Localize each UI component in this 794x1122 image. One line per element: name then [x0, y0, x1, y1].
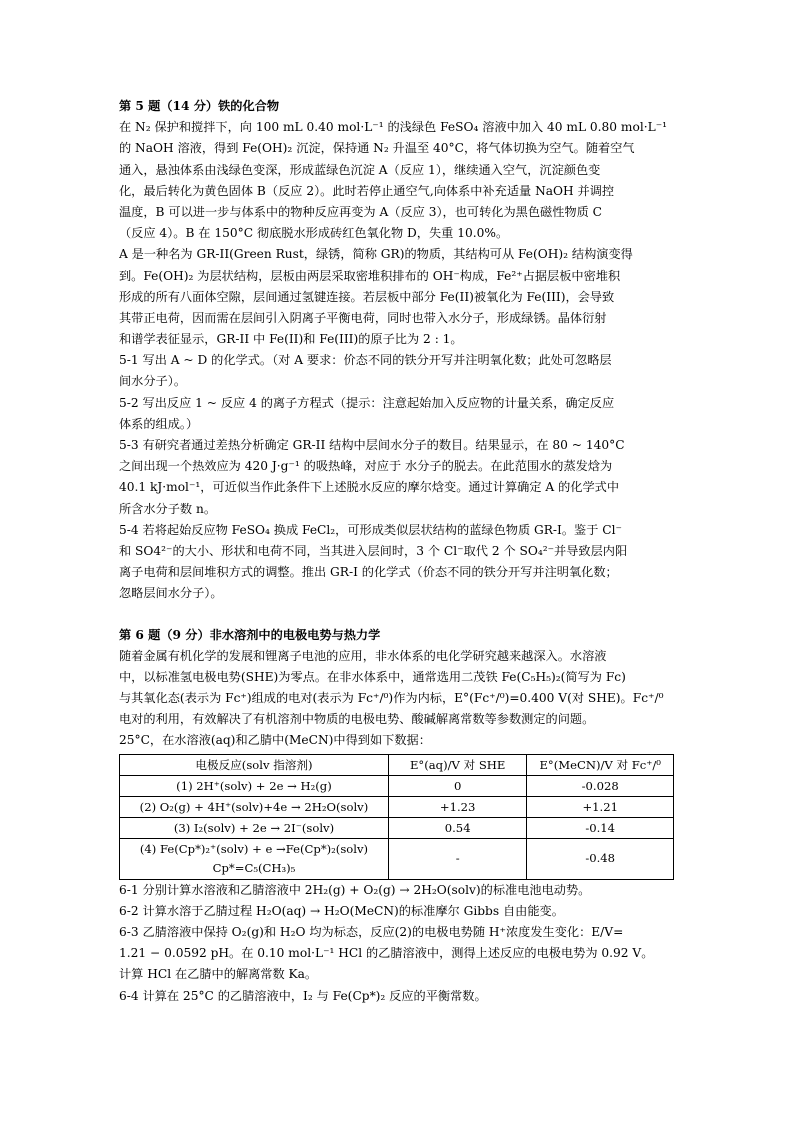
table-cell: (2) O₂(g) + 4H⁺(solv)+4e → 2H₂O(solv)	[120, 796, 389, 817]
q6-line: 电对的利用，有效解决了有机溶剂中物质的电极电势、酸碱解离常数等参数测定的问题。	[119, 712, 595, 727]
q5-line: 离子电荷和层间堆积方式的调整。推出 GR-I 的化学式（价态不同的铁分开写并注明氧化数；	[119, 565, 618, 580]
q5-line: 40.1 kJ·mol⁻¹，可近似当作此条件下上述脱水反应的摩尔焓变。通过计算确定 A 的化学式中	[119, 480, 620, 495]
q5-line: 体系的组成。）	[119, 416, 199, 431]
table-cell: +1.23	[388, 796, 526, 817]
table-cell: +1.21	[527, 796, 674, 817]
q6-line: 随着金属有机化学的发展和锂离子电池的应用，非水体系的电化学研究越来越深入。水溶液	[119, 648, 607, 663]
table-cell: (1) 2H⁺(solv) + 2e → H₂(g)	[120, 775, 389, 796]
table-cell: 0	[388, 775, 526, 796]
table-row	[120, 817, 674, 838]
q6-line: 25°C，在水溶液(aq)和乙腈中(MeCN)中得到如下数据：	[119, 733, 431, 748]
table-row	[120, 838, 674, 879]
q6-line: 中，以标准氢电极电势(SHE)为零点。在非水体系中，通常选用二茂铁 Fe(C₅H₅)₂(简写为 Fc)	[119, 669, 626, 684]
table-cell: -0.14	[527, 817, 674, 838]
q5-line: 间水分子）。	[119, 374, 187, 389]
q6-question-line: 6-3 乙腈溶液中保持 O₂(g)和 H₂O 均为标态，反应(2)的电极电势随 H⁺浓度发生变化：E/V=	[119, 925, 624, 939]
q6-intro	[119, 646, 674, 752]
table-cell: -0.028	[527, 775, 674, 796]
q5-line: 所含水分子数 n。	[119, 501, 217, 516]
q5-body	[119, 117, 674, 604]
q5-line: 之间出现一个热效应为 420 J·g⁻¹ 的吸热峰，对应于 水分子的脱去。在此范围水的蒸发焓为	[119, 459, 613, 474]
q5-title: 第 5 题（14 分）铁的化合物	[119, 99, 280, 113]
table-cell-note: Cp*=C₅(CH₃)₅	[212, 860, 296, 875]
q6-question-line: 6-1 分别计算水溶液和乙腈溶液中 2H₂(g) + O₂(g) → 2H₂O(solv)的标准电池电动势。	[119, 882, 591, 897]
q5-line: 和 SO4²⁻的大小、形状和电荷不同，当其进入层间时，3 个 Cl⁻取代 2 个 SO₄²⁻并导致层内阳	[119, 543, 628, 558]
q6-question-line: 计算 HCl 在乙腈中的解离常数 Ka。	[119, 967, 318, 982]
q5-line: A 是一种名为 GR-II(Green Rust，绿锈，简称 GR)的物质，其结构可从 Fe(OH)₂ 结构演变得	[119, 247, 633, 262]
table-cell: -	[388, 838, 526, 879]
q6-question-line: 6-4 计算在 25°C 的乙腈溶液中，I₂ 与 Fe(Cp*)₂ 反应的平衡常数。	[119, 988, 487, 1003]
table-header: E°(aq)/V 对 SHE	[388, 754, 526, 775]
q5-line: 在 N₂ 保护和搅拌下，向 100 mL 0.40 mol·L⁻¹ 的浅绿色 FeSO₄ 溶液中加入 40 mL 0.80 mol·L⁻¹	[119, 120, 668, 135]
q5-line: 化，最后转化为黄色固体 B（反应 2）。此时若停止通空气,向体系中补充适量 NaOH 并调控	[119, 183, 615, 198]
q5-line: 5-4 若将起始反应物 FeSO₄ 换成 FeCl₂，可形成类似层状结构的蓝绿色物质 GR-I。鉴于 Cl⁻	[119, 522, 622, 537]
q5-line: 温度，B 可以进一步与体系中的物种反应再变为 A（反应 3），也可转化为黑色磁性物质 C	[119, 204, 602, 219]
table-cell	[120, 838, 389, 879]
table-header: E°(MeCN)/V 对 Fc⁺/⁰	[527, 754, 674, 775]
q5-line: 5-1 写出 A ~ D 的化学式。（对 A 要求：价态不同的铁分开写并注明氧化数；此处可忽略层	[119, 353, 612, 368]
document-page	[119, 96, 674, 1007]
table-cell: (3) I₂(solv) + 2e → 2I⁻(solv)	[120, 817, 389, 838]
table-cell: 0.54	[388, 817, 526, 838]
q5-line: 和谱学表征显示，GR-II 中 Fe(II)和 Fe(III)的原子比为 2 : 1。	[119, 332, 463, 347]
table-row	[120, 796, 674, 817]
table-cell: -0.48	[527, 838, 674, 879]
q5-line: 其带正电荷，因而需在层间引入阴离子平衡电荷，同时也带入水分子，形成绿锈。晶体衍射	[119, 310, 607, 325]
q5-line: 5-2 写出反应 1 ~ 反应 4 的离子方程式（提示：注意起始加入反应物的计量关系，确定反应	[119, 395, 615, 410]
electrode-potential-table	[119, 754, 674, 880]
section-gap	[119, 605, 674, 625]
table-row	[120, 775, 674, 796]
q6-questions	[119, 880, 674, 1007]
q5-line: 形成的所有八面体空隙，层间通过氢键连接。若层板中部分 Fe(II)被氧化为 Fe(III)，会导致	[119, 289, 615, 304]
q6-question-line: 6-2 计算水溶于乙腈过程 H₂O(aq) → H₂O(MeCN)的标准摩尔 Gibbs 自由能变。	[119, 903, 564, 918]
q5-line: 的 NaOH 溶液，得到 Fe(OH)₂ 沉淀，保持通 N₂ 升温至 40°C，将气体切换为空气。随着空气	[119, 141, 635, 156]
q5-line: 忽略层间水分子）。	[119, 586, 223, 601]
q5-line: 到。Fe(OH)₂ 为层状结构，层板由两层采取密堆积排布的 OH⁻构成，Fe²⁺占据层板中密堆积	[119, 268, 621, 283]
q6-question-line: 1.21 − 0.0592 pH。在 0.10 mol·L⁻¹ HCl 的乙腈溶液中，测得上述反应的电极电势为 0.92 V。	[119, 946, 654, 961]
table-cell-reaction: (4) Fe(Cp*)₂⁺(solv) + e →Fe(Cp*)₂(solv)	[139, 841, 369, 856]
q5-line: （反应 4）。B 在 150°C 彻底脱水形成砖红色氧化物 D，失重 10.0%。	[119, 226, 509, 241]
q6-title: 第 6 题（9 分）非水溶剂中的电极电势与热力学	[119, 627, 381, 642]
q5-line: 通入，悬浊体系由浅绿色变深，形成蓝绿色沉淀 A（反应 1），继续通入空气，沉淀颜色变	[119, 162, 601, 177]
q5-line: 5-3 有研究者通过差热分析确定 GR-II 结构中层间水分子的数目。结果显示，在 80 ~ 140°C	[119, 438, 625, 452]
table-header-row	[120, 754, 674, 775]
table-header: 电极反应(solv 指溶剂)	[120, 754, 389, 775]
q6-line: 与其氧化态(表示为 Fc⁺)组成的电对(表示为 Fc⁺/⁰)作为内标，E°(Fc⁺/⁰)=0.400 V(对 SHE)。Fc⁺/⁰	[119, 691, 664, 706]
